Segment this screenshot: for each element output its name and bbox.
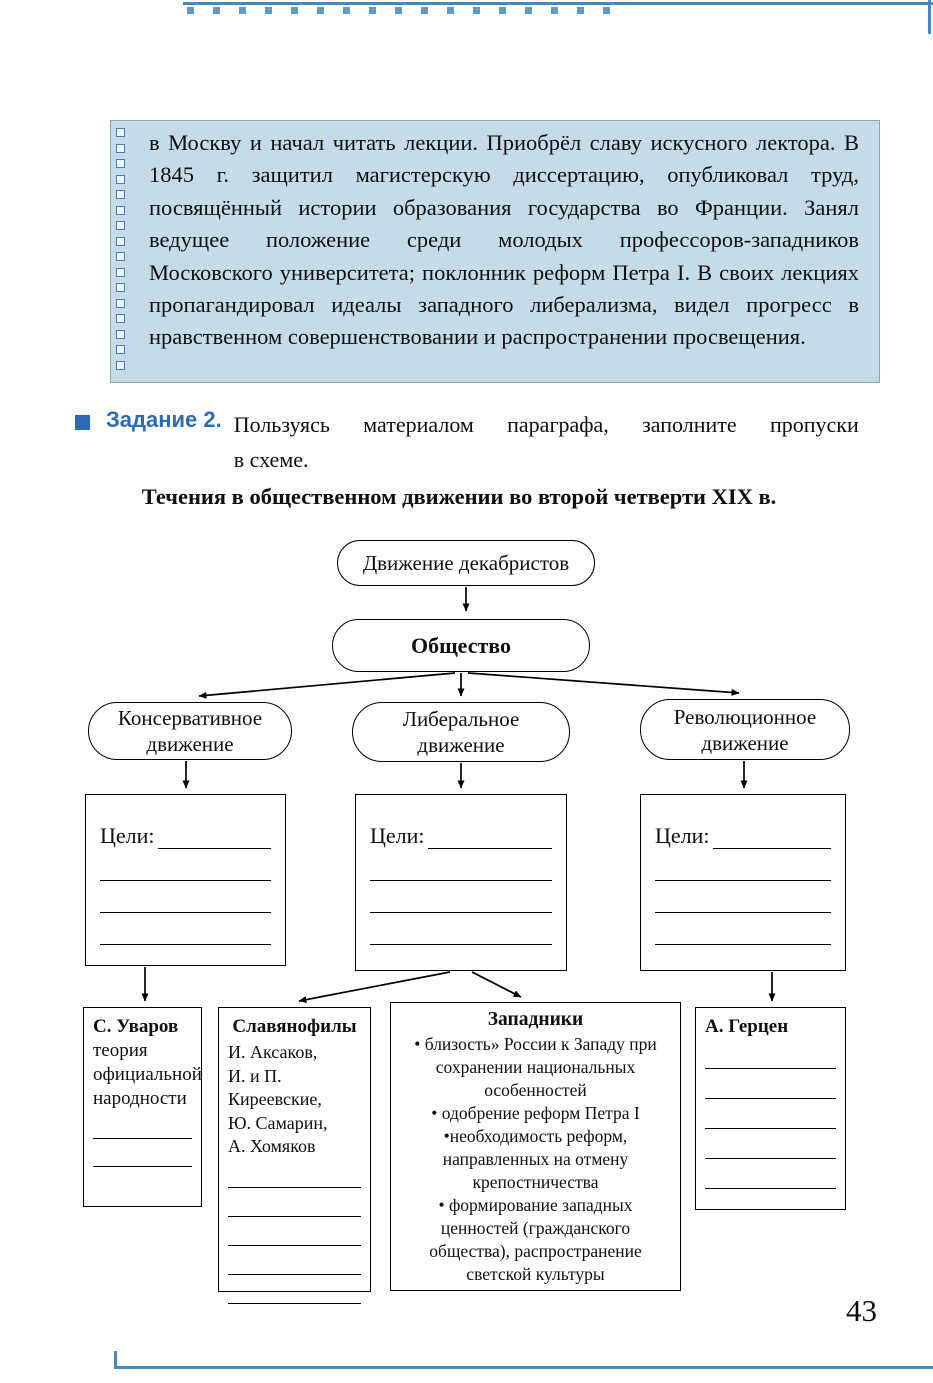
task-text-line1: Пользуясь материалом параграфа, заполните пропуски (233, 412, 859, 437)
herzen-title: А. Герцен (705, 1016, 789, 1037)
goals-box-revolutionary (640, 794, 846, 971)
square-icon (116, 190, 125, 199)
page-border-ticks (187, 7, 617, 14)
fill-in-line (100, 849, 271, 881)
fill-in-line (228, 1246, 361, 1275)
square-icon (116, 345, 125, 354)
slavophiles-title: Славянофилы (232, 1016, 357, 1037)
diagram-title: Течения в общественном движении во второй четверти XIX в. (141, 484, 777, 509)
leaf-box-slavophiles (218, 1007, 371, 1292)
slavophile-member: И. и П. Киреевские, (228, 1065, 322, 1109)
square-icon (116, 128, 125, 137)
node-revolutionary-movement: Революционное движение (640, 699, 850, 760)
arrow-goals-to-slavophiles (299, 972, 450, 1001)
fill-in-line (655, 849, 831, 881)
task-2 (75, 407, 875, 477)
fill-in-line (428, 848, 552, 849)
fill-in-line (370, 881, 552, 913)
node-society: Общество (332, 619, 590, 672)
task-text (234, 407, 859, 477)
square-icon (116, 283, 125, 292)
highlight-text-box (110, 120, 880, 383)
goals-box-conservative (85, 794, 286, 966)
arrow-society-to-conservative (199, 673, 455, 696)
uvarov-title: С. Уваров (93, 1016, 179, 1037)
square-icon (116, 175, 125, 184)
westernizer-point: • близость» России к Западу при сохранении национальных особенностей (414, 1034, 657, 1100)
leaf-box-herzen (695, 1007, 846, 1210)
square-icon (116, 159, 125, 168)
fill-in-line (370, 913, 552, 945)
node-decembrist-movement: Движение декабристов (337, 540, 595, 586)
fill-in-line (100, 913, 271, 945)
westernizers-title: Западники (487, 1009, 584, 1030)
fill-in-line (158, 848, 271, 849)
goals-box-liberal (355, 794, 567, 971)
fill-in-line (705, 1159, 836, 1189)
page-border-bottom-tick (114, 1351, 117, 1367)
westernizer-point: • одобрение реформ Петра I (431, 1103, 640, 1123)
fill-in-line (228, 1188, 361, 1217)
fill-in-line (705, 1129, 836, 1159)
goals-label: Цели: (100, 823, 155, 848)
square-icon (116, 268, 125, 277)
arrow-society-to-revolutionary (468, 673, 739, 693)
goals-row (655, 821, 831, 849)
node-liberal-movement: Либеральное движение (352, 702, 570, 762)
fill-in-line (228, 1217, 361, 1246)
page-border-bottom (114, 1366, 933, 1369)
uvarov-subtitle: теория официальной народности (93, 1040, 202, 1109)
westernizer-point: •необходимость реформ, направленных на отмену крепостничества (442, 1126, 629, 1192)
task-text-line2: в схеме. (233, 447, 309, 472)
square-icon (116, 314, 125, 323)
fill-in-line (228, 1275, 361, 1304)
fill-in-line (93, 1139, 192, 1167)
square-icon (116, 144, 125, 153)
leaf-box-westernizers (390, 1002, 681, 1291)
fill-in-line (713, 848, 831, 849)
slavophile-member: Ю. Самарин, (228, 1112, 328, 1133)
fill-in-line (705, 1099, 836, 1129)
square-icon (116, 252, 125, 261)
page-border-top (183, 2, 933, 5)
node-conservative-movement: Консервативное движение (88, 702, 292, 760)
square-icon (116, 237, 125, 246)
goals-row (100, 821, 271, 849)
square-icon (116, 221, 125, 230)
page-number: 43 (846, 1293, 877, 1328)
fill-in-line (655, 881, 831, 913)
westernizer-point: • формирование западных ценностей (гражданского общества), распространение светской культуры (429, 1195, 642, 1284)
fill-in-line (705, 1069, 836, 1099)
fill-in-line (655, 913, 831, 945)
decorative-squares-strip (116, 128, 125, 370)
slavophile-member: И. Аксаков, (228, 1042, 318, 1062)
fill-in-line (705, 1039, 836, 1069)
goals-row (370, 821, 552, 849)
goals-label: Цели: (370, 823, 425, 848)
goals-label: Цели: (655, 823, 710, 848)
leaf-box-uvarov (83, 1007, 202, 1207)
fill-in-line (93, 1111, 192, 1139)
square-icon (116, 330, 125, 339)
square-icon (116, 361, 125, 370)
arrow-goals-to-westernizers (472, 972, 521, 997)
biography-text: в Москву и начал читать лекции. Приобрёл славу искусного лектора. В 1845 г. защитил магистерскую диссертацию, опубликовал труд, посвящённый истории образования государства во Франции. Занял ведущее положение среди молодых профессоров-западников Московского университета; поклонник реформ Петра I. В своих лекциях пропагандировал идеалы западного либерализма, видел прогресс в нравственном совершенствовании и распространении просвещения. (149, 130, 859, 350)
square-icon (116, 299, 125, 308)
fill-in-line (100, 881, 271, 913)
task-bullet-icon (75, 415, 90, 430)
page-border-right (928, 0, 931, 34)
slavophile-member: А. Хомяков (228, 1136, 316, 1156)
square-icon (116, 206, 125, 215)
fill-in-line (228, 1159, 361, 1188)
task-label: Задание 2. (106, 407, 222, 432)
fill-in-line (370, 849, 552, 881)
